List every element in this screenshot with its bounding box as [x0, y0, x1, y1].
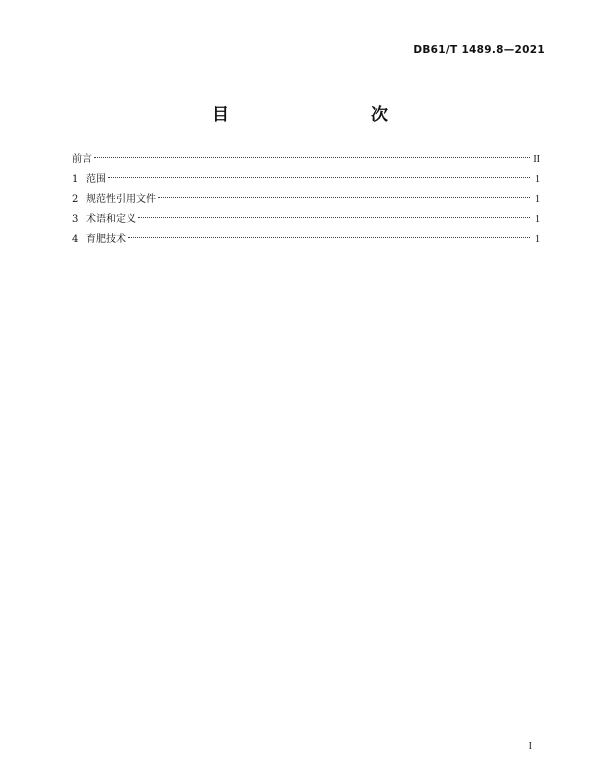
- toc-entry-page: II: [533, 154, 540, 165]
- toc-leader-dots: [108, 177, 530, 178]
- toc-entry-number: 4: [72, 234, 79, 245]
- toc-entry-foreword[interactable]: [72, 150, 540, 170]
- table-of-contents: [72, 150, 540, 250]
- toc-leader-dots: [128, 237, 530, 238]
- toc-leader-dots: [94, 157, 530, 158]
- toc-entry-page: 1: [535, 174, 540, 185]
- toc-entry-text: 范围: [86, 174, 106, 185]
- toc-entry-text: 术语和定义: [86, 214, 136, 225]
- toc-leader-dots: [138, 217, 530, 218]
- toc-entry-page: 1: [535, 214, 540, 225]
- toc-entry-page: 1: [535, 194, 540, 205]
- toc-entry-number: 3: [72, 214, 79, 225]
- toc-entry-number: 1: [72, 174, 79, 185]
- toc-entry-normative-references[interactable]: [72, 190, 540, 210]
- toc-entry-number: 2: [72, 194, 79, 205]
- toc-entry-page: 1: [535, 234, 540, 245]
- toc-entry-terms-definitions[interactable]: [72, 210, 540, 230]
- toc-title: 目 次: [212, 105, 424, 125]
- toc-entry-text: 规范性引用文件: [86, 194, 156, 205]
- toc-leader-dots: [158, 197, 530, 198]
- standard-code: DB61/T 1489.8—2021: [413, 44, 545, 56]
- toc-entry-scope[interactable]: [72, 170, 540, 190]
- page-number: I: [528, 741, 532, 752]
- toc-entry-text: 育肥技术: [86, 234, 126, 245]
- toc-entry-fattening-technique[interactable]: [72, 230, 540, 250]
- toc-entry-text: 前言: [72, 154, 92, 165]
